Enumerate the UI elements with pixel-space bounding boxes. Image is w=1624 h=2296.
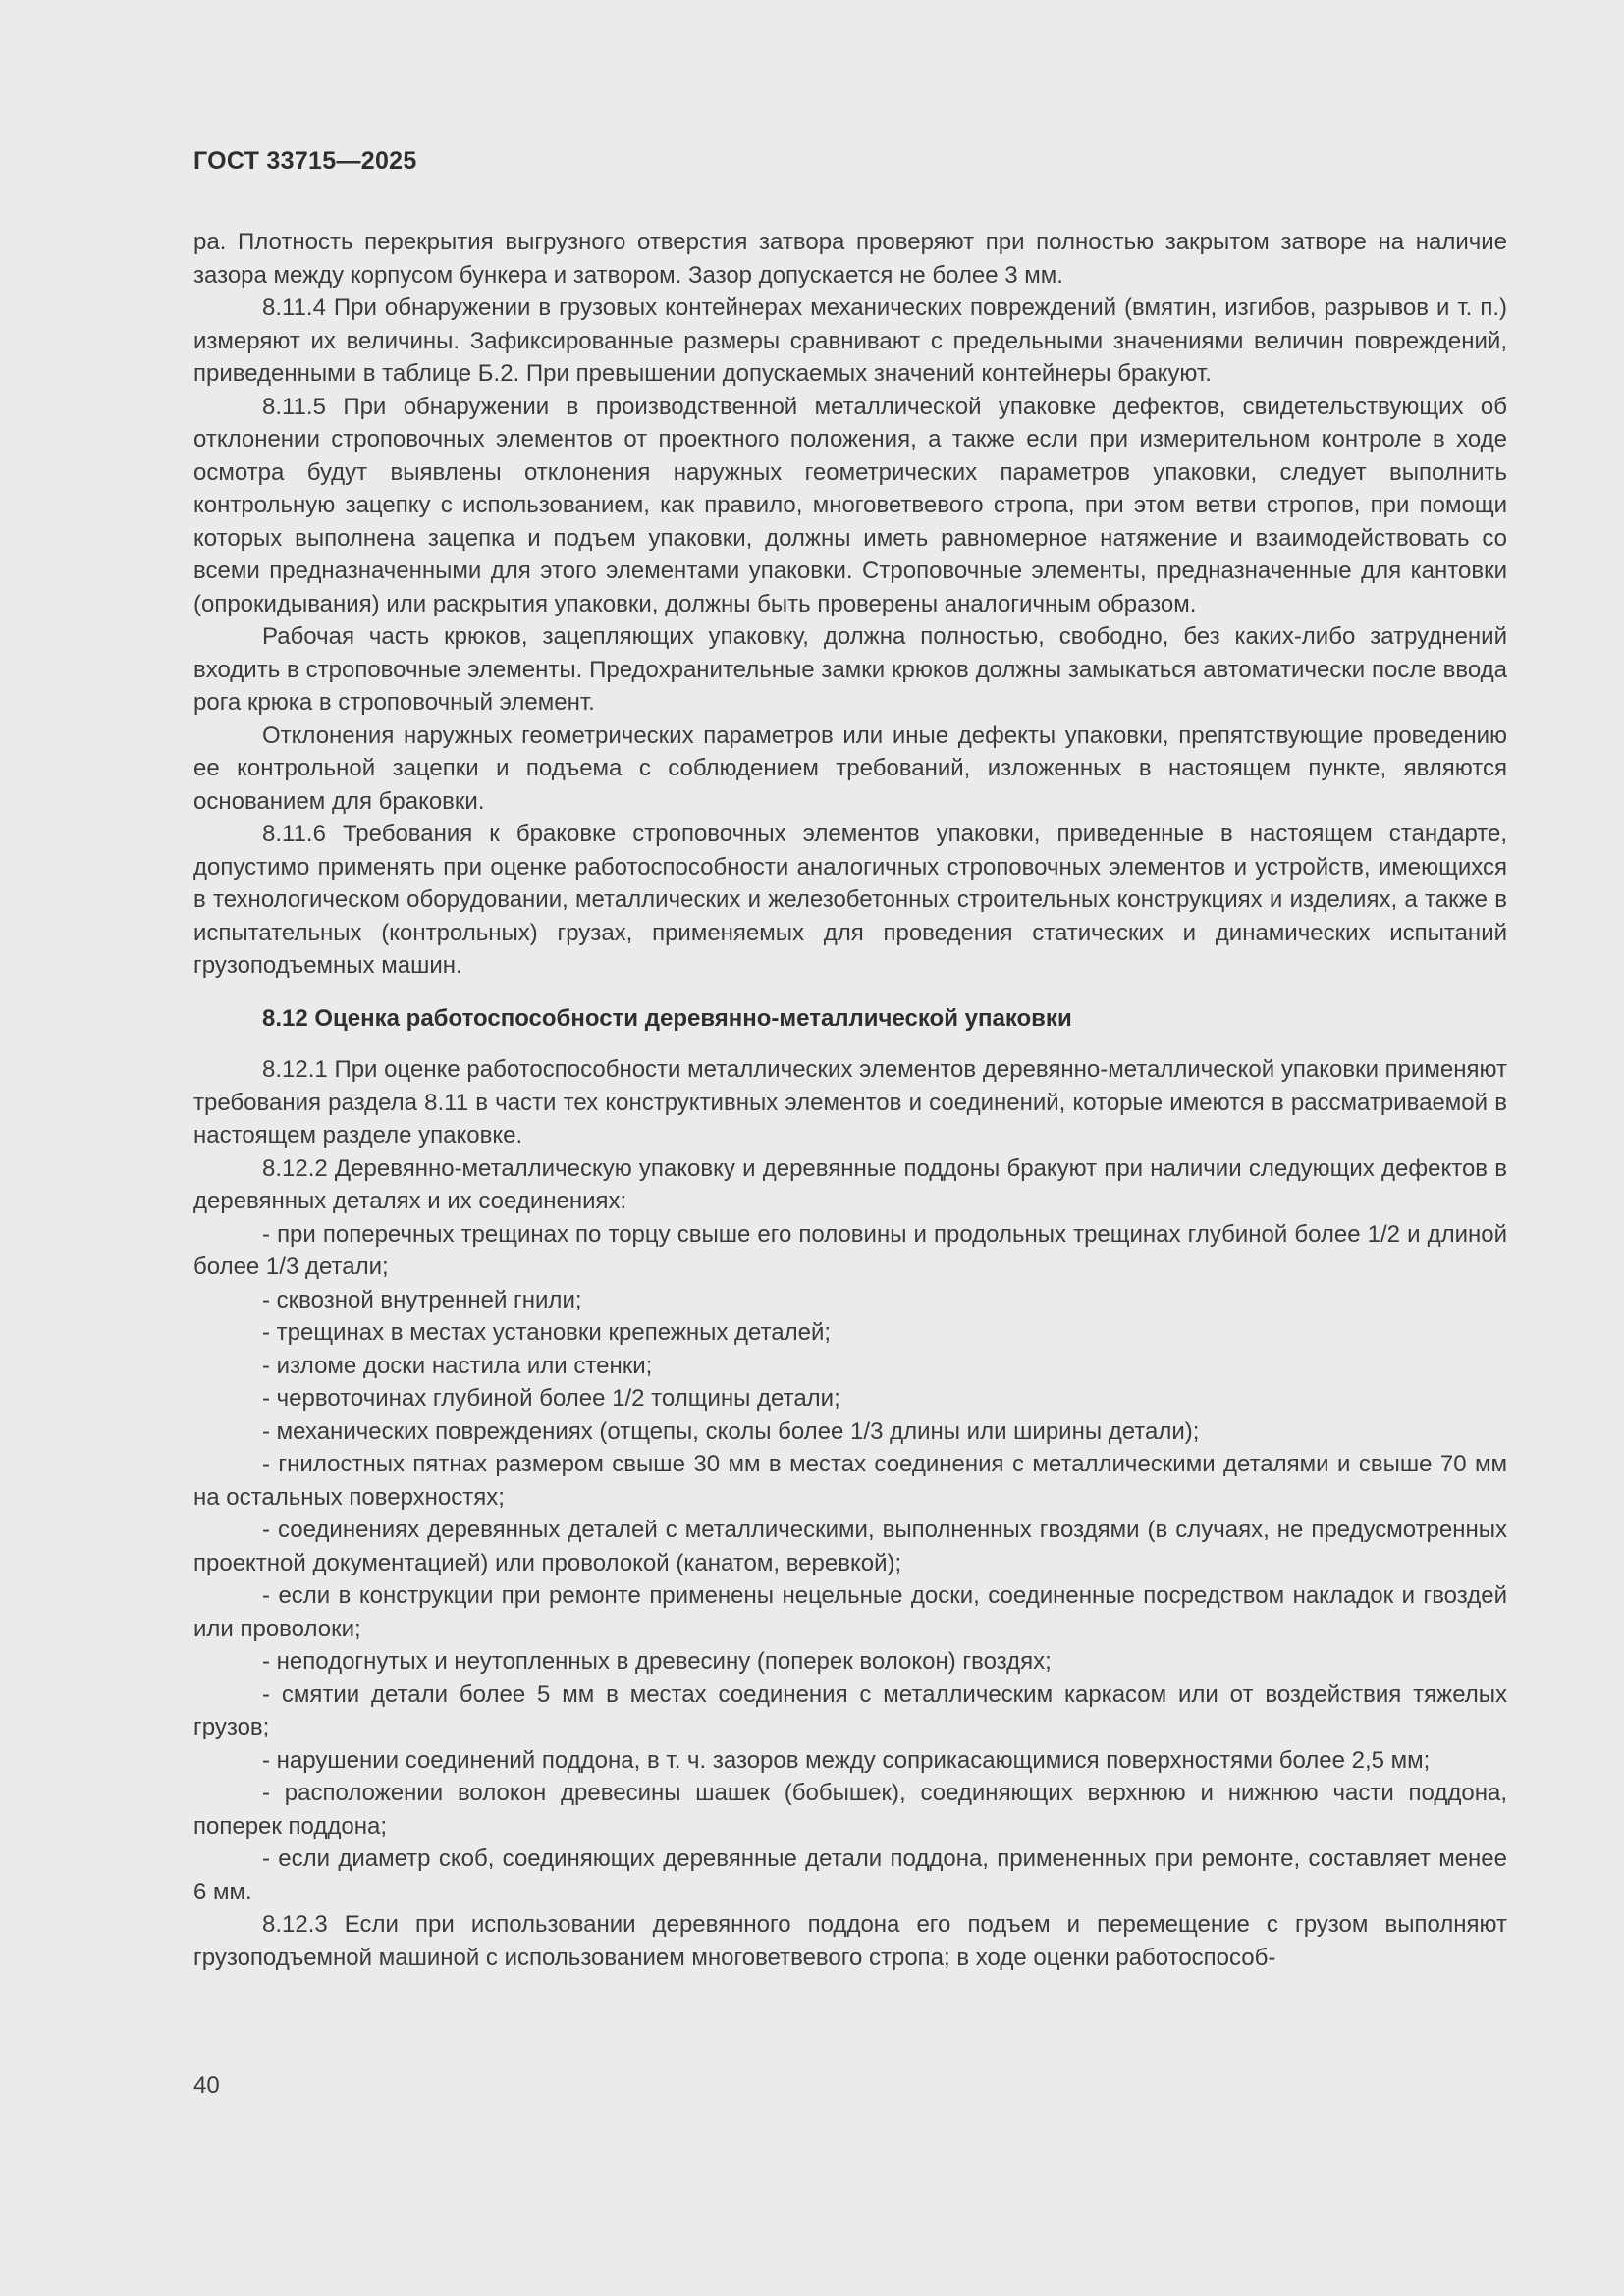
paragraph-deviations: Отклонения наружных геометрических параметров или иные дефекты упаковки, препятствующие проведению ее контрольной зацепки и подъема с соблюдением требований, изложенных в настоящем пункте, являются основанием для браковки.	[193, 721, 1507, 815]
paragraph-8-11-5: 8.11.5 При обнаружении в производственной металлической упаковке дефектов, свидетельствующих об отклонении строповочных элементов от проектного положения, а также если при измерительном контроле в ходе осмотра будут выявлены отклонения наружных геометрических параметров упаковки, следует выполнить контрольную зацепку с использованием, как правило, многоветвевого стропа, при этом ветви стропов, при помощи которых выполнена зацепка и подъем упаковки, должны иметь равномерное натяжение и взаимодействовать со всеми предназначенными для этого элементами упаковки. Строповочные элементы, предназначенные для кантовки (опрокидывания) или раскрытия упаковки, должны быть проверены аналогичным образом.	[193, 393, 1507, 617]
paragraph-hooks: Рабочая часть крюков, зацепляющих упаковку, должна полностью, свободно, без каких-либо затруднений входить в строповочные элементы. Предохранительные замки крюков должны замыкаться автоматически после ввода рога крюка в строповочный элемент.	[193, 623, 1507, 716]
list-item: - изломе доски настила или стенки;	[262, 1352, 653, 1379]
defects-list	[193, 1218, 1507, 1909]
paragraph-8-11-6: 8.11.6 Требования к браковке строповочных элементов упаковки, приведенные в настоящем стандарте, допустимо применять при оценке работоспособности аналогичных строповочных элементов и устройств, имеющихся в технологическом оборудовании, металлических и железобетонных строительных конструкциях и изделиях, а также в испытательных (контрольных) грузах, применяемых для проведения статических и динамических испытаний грузоподъемных машин.	[193, 821, 1507, 979]
list-item: - расположении волокон древесины шашек (бобышек), соединяющих верхнюю и нижнюю части поддона, поперек поддона;	[193, 1780, 1507, 1840]
document-header-code: ГОСТ 33715—2025	[193, 147, 417, 175]
list-item: - червоточинах глубиной более 1/2 толщины детали;	[262, 1385, 840, 1412]
list-item: - при поперечных трещинах по торцу свыше его половины и продольных трещинах глубиной более 1/2 и длиной более 1/3 детали;	[193, 1220, 1507, 1280]
list-item: - механических повреждениях (отщепы, сколы более 1/3 длины или ширины детали);	[262, 1417, 1200, 1445]
document-body	[193, 226, 1507, 1974]
paragraph-continuation: ра. Плотность перекрытия выгрузного отверстия затвора проверяют при полностью закрытом затворе на наличие зазора между корпусом бункера и затвором. Зазор допускается не более 3 мм.	[193, 229, 1507, 289]
list-item: - сквозной внутренней гнили;	[262, 1286, 582, 1313]
paragraph-8-12-3: 8.12.3 Если при использовании деревянного поддона его подъем и перемещение с грузом выполняют грузоподъемной машиной с использованием многоветвевого стропа; в ходе оценки работоспособ-	[193, 1911, 1507, 1971]
paragraph-8-12-1: 8.12.1 При оценке работоспособности металлических элементов деревянно-металлической упаковки применяют требования раздела 8.11 в части тех конструктивных элементов и соединений, которые имеются в рассматриваемой в настоящем разделе упаковке.	[193, 1056, 1507, 1148]
list-item: - неподогнутых и неутопленных в древесину (поперек волокон) гвоздях;	[262, 1648, 1052, 1675]
paragraph-8-12-2: 8.12.2 Деревянно-металлическую упаковку и деревянные поддоны бракуют при наличии следующих дефектов в деревянных деталях и их соединениях:	[193, 1154, 1507, 1214]
list-item: - если диаметр скоб, соединяющих деревянные детали поддона, примененных при ремонте, составляет менее 6 мм.	[193, 1845, 1507, 1905]
list-item: - трещинах в местах установки крепежных деталей;	[262, 1319, 832, 1346]
list-item: - соединениях деревянных деталей с металлическими, выполненных гвоздями (в случаях, не предусмотренных проектной документацией) или проволокой (канатом, веревкой);	[193, 1517, 1507, 1576]
list-item: - смятии детали более 5 мм в местах соединения с металлическим каркасом или от воздействия тяжелых грузов;	[193, 1681, 1507, 1740]
section-heading-8-12: 8.12 Оценка работоспособности деревянно-металлической упаковки	[262, 1004, 1072, 1032]
list-item: - нарушении соединений поддона, в т. ч. зазоров между соприкасающимися поверхностями более 2,5 мм;	[262, 1746, 1431, 1774]
page-number: 40	[193, 2072, 220, 2099]
paragraph-8-11-4: 8.11.4 При обнаружении в грузовых контейнерах механических повреждений (вмятин, изгибов, разрывов и т. п.) измеряют их величины. Зафиксированные размеры сравнивают с предельными значениями величин повреждений, приведенными в таблице Б.2. При превышении допускаемых значений контейнеры бракуют.	[193, 294, 1507, 387]
list-item: - если в конструкции при ремонте применены нецельные доски, соединенные посредством накладок и гвоздей или проволоки;	[193, 1582, 1507, 1642]
list-item: - гнилостных пятнах размером свыше 30 мм в местах соединения с металлическими деталями и свыше 70 мм на остальных поверхностях;	[193, 1451, 1507, 1511]
